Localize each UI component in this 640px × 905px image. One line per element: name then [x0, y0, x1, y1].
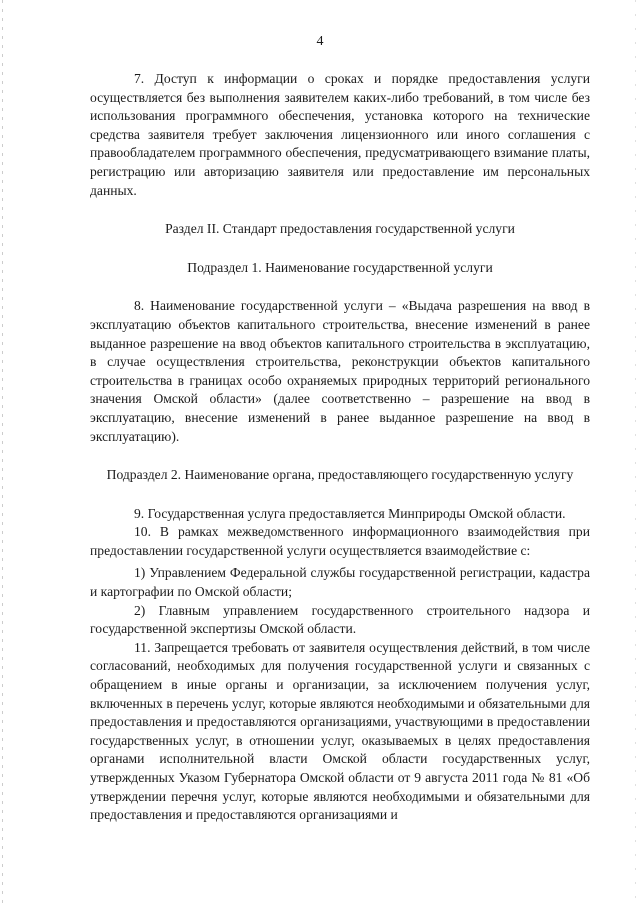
list-item-1: 1) Управлением Федеральной службы государственной регистрации, кадастра и картографии по Омской области; — [90, 565, 590, 600]
paragraph-8: 8. Наименование государственной услуги – «Выдача разрешения на ввод в эксплуатацию объектов капитального строительства, внесение изменений в ранее выданное разрешение на ввод объектов капитального строительства в эксплуатацию, в случае осуществления строительства, реконструкции объектов капитального строительства в границах особо охраняемых природных территорий регионального значения Омской области» (далее соответственно – разрешение на ввод в эксплуатацию, внесение изменений в ранее выданное разрешение на ввод в эксплуатацию). — [90, 298, 590, 444]
paragraph-9: 9. Государственная услуга предоставляется Минприроды Омской области. — [134, 505, 566, 521]
scan-edge-right — [635, 0, 636, 905]
list-item-2: 2) Главным управлением государственного строительного надзора и государственной экспертизы Омской области. — [90, 602, 590, 637]
paragraph-10: 10. В рамках межведомственного информационного взаимодействия при предоставлении государственной услуги осуществляется взаимодействие с: — [90, 524, 590, 558]
document-body — [90, 70, 590, 825]
paragraph-11: 11. Запрещается требовать от заявителя осуществления действий, в том числе согласований, необходимых для получения государственной услуги и связанных с обращением в иные органы и организации, за исключением получения услуг, включенных в перечень услуг, которые являются необходимыми и обязательными для предоставления и предоставляются организациями, участвующими в предоставлении государственных услуг, в отношении услуг, оказываемых в целях предоставления органами исполнительной власти Омской области государственных услуг, утвержденных Указом Губернатора Омской области от 9 августа 2011 года № 81 «Об утверждении перечня услуг, которые являются необходимыми и обязательными для предоставления и предоставляются организациями и — [90, 639, 590, 823]
section-heading: Раздел II. Стандарт предоставления государственной услуги — [165, 221, 515, 237]
paragraph-7: 7. Доступ к информации о сроках и порядке предоставления услуги осуществляется без выполнения заявителем каких-либо требований, в том числе без использования программного обеспечения, установка которого на технические средства заявителя требует заключения лицензионного или иного соглашения с правообладателем программного обеспечения, предусматривающего взимание платы, регистрацию или авторизацию заявителя или предоставление им персональных данных. — [90, 71, 590, 198]
subsection-1-heading: Подраздел 1. Наименование государственной услуги — [187, 259, 493, 275]
page-number: 4 — [316, 34, 324, 49]
subsection-2-heading: Подраздел 2. Наименование органа, предоставляющего государственную услугу — [106, 467, 574, 483]
scan-edge-left — [2, 0, 3, 905]
